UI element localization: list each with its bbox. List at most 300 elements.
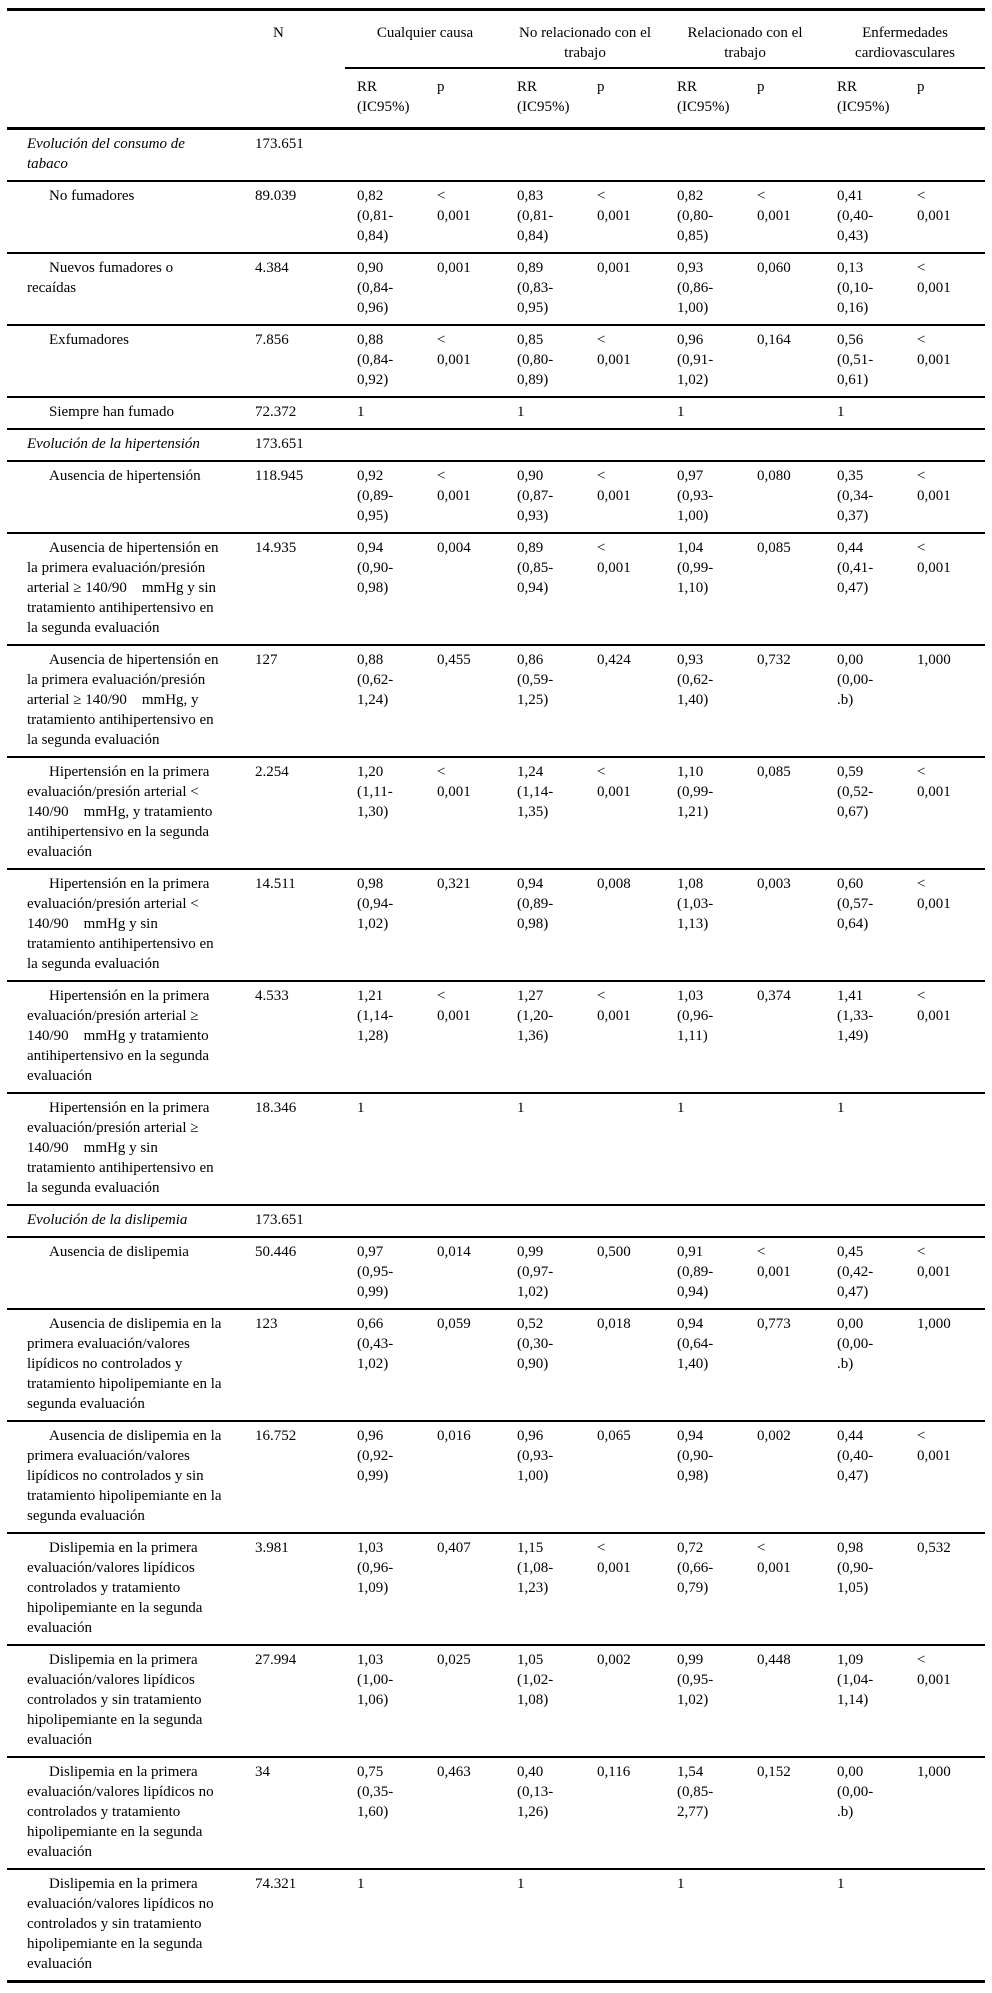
- p-cell: [905, 429, 985, 461]
- rr-value: 0,92 (0,89-​0,95): [357, 468, 394, 524]
- p-value: 0,152: [757, 1764, 791, 1780]
- p-value: < 0,001: [597, 540, 631, 576]
- p-value: 0,002: [597, 1652, 631, 1668]
- rr-value: 0,00 (0,00-​.b): [837, 652, 874, 708]
- p-cell: [905, 1205, 985, 1237]
- rr-cell: [825, 1869, 905, 1982]
- p-column-header: p: [425, 68, 505, 129]
- rr-cell: [505, 181, 585, 253]
- rr-cell: [505, 129, 585, 182]
- rr-value: 0,99 (0,95-​1,02): [677, 1652, 714, 1708]
- rr-value: 1,09 (1,04-​1,14): [837, 1652, 874, 1708]
- p-cell: [745, 1533, 825, 1645]
- p-cell: [585, 397, 665, 429]
- rr-cell: [665, 1869, 745, 1982]
- rr-value: 1: [837, 404, 845, 420]
- table-row: [7, 981, 985, 1093]
- p-value: 0,001: [437, 260, 471, 276]
- rr-cell: [505, 1645, 585, 1757]
- row-n-value: 2.254: [243, 757, 345, 869]
- p-cell: [585, 1237, 665, 1309]
- rr-cell: [665, 533, 745, 645]
- rr-cell: [825, 1421, 905, 1533]
- row-label: Hipertensión en la primera evaluación/presión arterial < 140/90 mmHg y sin tratamiento antihipertensivo en la segunda evaluación: [7, 869, 243, 981]
- p-value: 0,164: [757, 332, 791, 348]
- p-cell: [745, 253, 825, 325]
- rr-column-header: [345, 68, 425, 129]
- label-column-header: [7, 10, 243, 69]
- row-n-value: 173.651: [243, 1205, 345, 1237]
- row-label: Evolución del consumo de tabaco: [7, 129, 243, 182]
- rr-cell: [825, 1093, 905, 1205]
- p-cell: [745, 1869, 825, 1982]
- p-cell: [425, 533, 505, 645]
- rr-cell: [665, 397, 745, 429]
- rr-value: 0,94 (0,90-​0,98): [357, 540, 394, 596]
- p-cell: [745, 1645, 825, 1757]
- p-value: 1,000: [917, 1764, 951, 1780]
- p-value: < 0,001: [597, 332, 631, 368]
- rr-value: 1,10 (0,99-​1,21): [677, 764, 714, 820]
- table-row: [7, 645, 985, 757]
- p-cell: [745, 757, 825, 869]
- p-value: 0,016: [437, 1428, 471, 1444]
- p-cell: [905, 129, 985, 182]
- rr-value: 0,45 (0,42-​0,47): [837, 1244, 874, 1300]
- rr-value: 0,91 (0,89-​0,94): [677, 1244, 714, 1300]
- row-label: Dislipemia en la primera evaluación/valores lipídicos no controlados y tratamiento hipolipemiante en la segunda evaluación: [7, 1757, 243, 1869]
- p-value: < 0,001: [757, 188, 791, 224]
- rr-cell: [665, 129, 745, 182]
- rr-value: 1,24 (1,14-​1,35): [517, 764, 554, 820]
- rr-value: 1: [677, 404, 685, 420]
- p-cell: [585, 129, 665, 182]
- rr-cell: [505, 1869, 585, 1982]
- p-cell: [585, 645, 665, 757]
- p-cell: [905, 757, 985, 869]
- p-value: < 0,001: [917, 332, 951, 368]
- p-value: < 0,001: [437, 332, 471, 368]
- rr-header-text: RR (IC95%): [837, 79, 890, 115]
- p-cell: [585, 757, 665, 869]
- rr-header-text: RR (IC95%): [677, 79, 730, 115]
- p-cell: [745, 869, 825, 981]
- p-cell: [905, 1237, 985, 1309]
- rr-value: 0,89 (0,83-​0,95): [517, 260, 554, 316]
- row-label: Ausencia de dislipemia en la primera evaluación/valores lipídicos no controlados y sin tratamiento hipolipemiante en la segunda evaluación: [7, 1421, 243, 1533]
- rr-value: 1,08 (1,03-​1,13): [677, 876, 714, 932]
- group-header-non-work-related: No relacionado con el trabajo: [505, 10, 665, 69]
- p-value: 0,463: [437, 1764, 471, 1780]
- table-row: [7, 1309, 985, 1421]
- rr-cell: [825, 757, 905, 869]
- rr-value: 0,89 (0,85-​0,94): [517, 540, 554, 596]
- rr-value: 0,41 (0,40-​0,43): [837, 188, 874, 244]
- rr-column-header: [665, 68, 745, 129]
- p-cell: [425, 1205, 505, 1237]
- rr-header-text: RR (IC95%): [357, 79, 410, 115]
- rr-value: 0,96 (0,91-​1,02): [677, 332, 714, 388]
- rr-cell: [345, 1421, 425, 1533]
- rr-value: 1,04 (0,99-​1,10): [677, 540, 714, 596]
- rr-cell: [665, 1757, 745, 1869]
- row-n-value: 7.856: [243, 325, 345, 397]
- row-n-value: 34: [243, 1757, 345, 1869]
- rr-cell: [505, 429, 585, 461]
- rr-cell: [505, 1309, 585, 1421]
- rr-cell: [825, 1309, 905, 1421]
- table-row: [7, 461, 985, 533]
- p-value: < 0,001: [597, 468, 631, 504]
- p-cell: [585, 981, 665, 1093]
- row-label: Dislipemia en la primera evaluación/valores lipídicos controlados y tratamiento hipolipemiante en la segunda evaluación: [7, 1533, 243, 1645]
- rr-cell: [665, 1205, 745, 1237]
- rr-cell: [505, 253, 585, 325]
- rr-cell: [825, 461, 905, 533]
- table-row: [7, 869, 985, 981]
- p-cell: [905, 1421, 985, 1533]
- row-n-value: 173.651: [243, 429, 345, 461]
- p-value: < 0,001: [437, 764, 471, 800]
- table-row: [7, 533, 985, 645]
- p-cell: [905, 1869, 985, 1982]
- p-cell: [585, 869, 665, 981]
- row-label: Ausencia de hipertensión: [7, 461, 243, 533]
- p-value: 0,448: [757, 1652, 791, 1668]
- section-row: [7, 129, 985, 182]
- table-row: [7, 1421, 985, 1533]
- rr-cell: [345, 757, 425, 869]
- results-table: [7, 8, 985, 1983]
- rr-cell: [345, 1309, 425, 1421]
- p-cell: [905, 397, 985, 429]
- p-cell: [425, 397, 505, 429]
- group-header-row: [7, 10, 985, 69]
- rr-cell: [505, 1205, 585, 1237]
- row-n-value: 16.752: [243, 1421, 345, 1533]
- rr-value: 0,96 (0,92-​0,99): [357, 1428, 394, 1484]
- group-header-work-related: Relacionado con el trabajo: [665, 10, 825, 69]
- rr-cell: [505, 757, 585, 869]
- p-value: 1,000: [917, 652, 951, 668]
- table-row: [7, 325, 985, 397]
- p-value: 0,065: [597, 1428, 631, 1444]
- p-value: 1,000: [917, 1316, 951, 1332]
- row-n-value: 127: [243, 645, 345, 757]
- p-cell: [425, 981, 505, 1093]
- p-value: 0,008: [597, 876, 631, 892]
- rr-cell: [665, 645, 745, 757]
- rr-cell: [665, 1093, 745, 1205]
- row-label: No fumadores: [7, 181, 243, 253]
- table-row: [7, 1093, 985, 1205]
- rr-cell: [505, 1421, 585, 1533]
- row-n-value: 14.511: [243, 869, 345, 981]
- table-row: [7, 253, 985, 325]
- rr-value: 1: [517, 1876, 525, 1892]
- p-cell: [585, 253, 665, 325]
- p-value: < 0,001: [917, 876, 951, 912]
- p-value: 0,085: [757, 540, 791, 556]
- rr-cell: [665, 1645, 745, 1757]
- subheader-empty-label: [7, 68, 243, 129]
- rr-cell: [825, 1757, 905, 1869]
- p-value: 0,455: [437, 652, 471, 668]
- p-value: 0,773: [757, 1316, 791, 1332]
- p-value: < 0,001: [917, 188, 951, 224]
- p-cell: [425, 1093, 505, 1205]
- p-cell: [425, 1309, 505, 1421]
- p-value: 0,014: [437, 1244, 471, 1260]
- p-value: < 0,001: [917, 988, 951, 1024]
- rr-value: 1,54 (0,85-​2,77): [677, 1764, 714, 1820]
- rr-value: 0,90 (0,84-​0,96): [357, 260, 394, 316]
- p-cell: [905, 1093, 985, 1205]
- p-cell: [425, 1421, 505, 1533]
- p-value: < 0,001: [437, 988, 471, 1024]
- p-cell: [905, 461, 985, 533]
- rr-value: 1: [837, 1100, 845, 1116]
- p-value: 0,424: [597, 652, 631, 668]
- p-cell: [585, 1093, 665, 1205]
- rr-value: 1: [677, 1876, 685, 1892]
- p-value: 0,080: [757, 468, 791, 484]
- p-cell: [905, 1757, 985, 1869]
- p-value: 0,116: [597, 1764, 631, 1780]
- rr-cell: [825, 253, 905, 325]
- rr-cell: [665, 253, 745, 325]
- p-cell: [745, 325, 825, 397]
- rr-cell: [505, 397, 585, 429]
- rr-cell: [825, 869, 905, 981]
- p-cell: [905, 645, 985, 757]
- rr-value: 0,86 (0,59-​1,25): [517, 652, 554, 708]
- rr-cell: [345, 1533, 425, 1645]
- rr-value: 0,40 (0,13-​1,26): [517, 1764, 554, 1820]
- p-cell: [905, 1533, 985, 1645]
- table-row: [7, 757, 985, 869]
- rr-cell: [345, 129, 425, 182]
- row-n-value: 173.651: [243, 129, 345, 182]
- row-label: Hipertensión en la primera evaluación/presión arterial < 140/90 mmHg, y tratamiento antihipertensivo en la segunda evaluación: [7, 757, 243, 869]
- row-label: Evolución de la hipertensión: [7, 429, 243, 461]
- subheader-empty-n: [243, 68, 345, 129]
- p-cell: [745, 533, 825, 645]
- p-value: < 0,001: [757, 1540, 791, 1576]
- p-value: 0,003: [757, 876, 791, 892]
- rr-cell: [345, 325, 425, 397]
- rr-cell: [825, 981, 905, 1093]
- p-cell: [745, 181, 825, 253]
- table-row: [7, 1237, 985, 1309]
- p-cell: [425, 1645, 505, 1757]
- p-cell: [745, 397, 825, 429]
- rr-value: 1,21 (1,14-​1,28): [357, 988, 394, 1044]
- p-cell: [585, 1421, 665, 1533]
- p-cell: [745, 1757, 825, 1869]
- row-n-value: 118.945: [243, 461, 345, 533]
- table-row: [7, 1533, 985, 1645]
- row-label: Ausencia de hipertensión en la primera evaluación/presión arterial ≥ 140/90 mmHg, y tratamiento antihipertensivo en la segunda evaluación: [7, 645, 243, 757]
- rr-cell: [345, 645, 425, 757]
- rr-cell: [665, 461, 745, 533]
- rr-cell: [665, 181, 745, 253]
- p-value: 0,060: [757, 260, 791, 276]
- p-cell: [425, 1757, 505, 1869]
- p-cell: [905, 253, 985, 325]
- rr-cell: [345, 533, 425, 645]
- rr-value: 1: [517, 404, 525, 420]
- p-cell: [745, 1237, 825, 1309]
- row-label: Hipertensión en la primera evaluación/presión arterial ≥ 140/90 mmHg y tratamiento antihipertensivo en la segunda evaluación: [7, 981, 243, 1093]
- p-cell: [425, 1869, 505, 1982]
- p-cell: [425, 757, 505, 869]
- rr-cell: [505, 1533, 585, 1645]
- row-n-value: 14.935: [243, 533, 345, 645]
- rr-value: 0,35 (0,34-​0,37): [837, 468, 874, 524]
- table-row: [7, 1645, 985, 1757]
- rr-cell: [505, 869, 585, 981]
- rr-cell: [505, 645, 585, 757]
- rr-header-text: RR (IC95%): [517, 79, 570, 115]
- p-cell: [585, 325, 665, 397]
- section-row: [7, 429, 985, 461]
- rr-value: 1,41 (1,33-​1,49): [837, 988, 874, 1044]
- section-row: [7, 1205, 985, 1237]
- p-cell: [745, 461, 825, 533]
- rr-value: 0,52 (0,30-​0,90): [517, 1316, 554, 1372]
- rr-value: 0,00 (0,00-​.b): [837, 1316, 874, 1372]
- p-cell: [745, 645, 825, 757]
- rr-cell: [345, 1645, 425, 1757]
- p-cell: [585, 429, 665, 461]
- rr-cell: [665, 1533, 745, 1645]
- p-cell: [425, 429, 505, 461]
- row-label: Ausencia de hipertensión en la primera evaluación/presión arterial ≥ 140/90 mmHg y sin tratamiento antihipertensivo en la segunda evaluación: [7, 533, 243, 645]
- row-n-value: 27.994: [243, 1645, 345, 1757]
- rr-cell: [665, 981, 745, 1093]
- rr-cell: [505, 461, 585, 533]
- rr-value: 0,13 (0,10-​0,16): [837, 260, 874, 316]
- rr-value: 0,85 (0,80-​0,89): [517, 332, 554, 388]
- rr-value: 1,05 (1,02-​1,08): [517, 1652, 554, 1708]
- rr-cell: [505, 1093, 585, 1205]
- rr-cell: [825, 325, 905, 397]
- rr-value: 0,93 (0,62-​1,40): [677, 652, 714, 708]
- p-column-header: p: [585, 68, 665, 129]
- p-value: < 0,001: [597, 988, 631, 1024]
- group-header-cardiovascular: Enfermedades cardiovasculares: [825, 10, 985, 69]
- p-cell: [425, 325, 505, 397]
- rr-cell: [825, 533, 905, 645]
- row-label: Exfumadores: [7, 325, 243, 397]
- rr-value: 0,72 (0,66-​0,79): [677, 1540, 714, 1596]
- p-cell: [585, 1533, 665, 1645]
- rr-value: 0,66 (0,43-​1,02): [357, 1316, 394, 1372]
- p-cell: [585, 1309, 665, 1421]
- rr-cell: [345, 1869, 425, 1982]
- rr-value: 0,93 (0,86-​1,00): [677, 260, 714, 316]
- rr-value: 0,75 (0,35-​1,60): [357, 1764, 394, 1820]
- p-value: < 0,001: [917, 1652, 951, 1688]
- n-column-header: N: [243, 10, 345, 69]
- row-label: Ausencia de dislipemia en la primera evaluación/valores lipídicos no controlados y tratamiento hipolipemiante en la segunda evaluación: [7, 1309, 243, 1421]
- p-cell: [905, 533, 985, 645]
- p-cell: [905, 869, 985, 981]
- rr-value: 1,03 (1,00-​1,06): [357, 1652, 394, 1708]
- rr-value: 0,98 (0,94-​1,02): [357, 876, 394, 932]
- p-cell: [425, 869, 505, 981]
- rr-cell: [665, 325, 745, 397]
- p-value: < 0,001: [917, 540, 951, 576]
- rr-cell: [825, 1645, 905, 1757]
- p-value: 0,004: [437, 540, 471, 556]
- rr-cell: [825, 645, 905, 757]
- row-n-value: 89.039: [243, 181, 345, 253]
- p-cell: [905, 1645, 985, 1757]
- rr-cell: [505, 1237, 585, 1309]
- table-row: [7, 1869, 985, 1982]
- rr-cell: [505, 1757, 585, 1869]
- p-column-header: p: [745, 68, 825, 129]
- rr-value: 0,88 (0,84-​0,92): [357, 332, 394, 388]
- p-cell: [425, 461, 505, 533]
- rr-value: 1: [837, 1876, 845, 1892]
- rr-value: 0,99 (0,97-​1,02): [517, 1244, 554, 1300]
- row-n-value: 72.372: [243, 397, 345, 429]
- table-row: [7, 181, 985, 253]
- p-value: < 0,001: [597, 764, 631, 800]
- rr-value: 0,97 (0,95-​0,99): [357, 1244, 394, 1300]
- row-label: Dislipemia en la primera evaluación/valores lipídicos no controlados y sin tratamiento hipolipemiante en la segunda evaluación: [7, 1869, 243, 1982]
- row-n-value: 4.533: [243, 981, 345, 1093]
- p-cell: [745, 1309, 825, 1421]
- rr-value: 1: [517, 1100, 525, 1116]
- p-value: 0,407: [437, 1540, 471, 1556]
- rr-value: 0,94 (0,90-​0,98): [677, 1428, 714, 1484]
- group-header-any-cause: Cualquier causa: [345, 10, 505, 69]
- rr-cell: [665, 1309, 745, 1421]
- p-cell: [425, 181, 505, 253]
- p-value: < 0,001: [757, 1244, 791, 1280]
- rr-value: 0,83 (0,81-​0,84): [517, 188, 554, 244]
- p-cell: [905, 325, 985, 397]
- p-cell: [585, 1869, 665, 1982]
- table-header: [7, 10, 985, 129]
- row-n-value: 74.321: [243, 1869, 345, 1982]
- rr-value: 1,03 (0,96-​1,09): [357, 1540, 394, 1596]
- p-value: < 0,001: [917, 764, 951, 800]
- row-label: Siempre han fumado: [7, 397, 243, 429]
- rr-value: 1,03 (0,96-​1,11): [677, 988, 714, 1044]
- row-n-value: 18.346: [243, 1093, 345, 1205]
- rr-value: 0,90 (0,87-​0,93): [517, 468, 554, 524]
- p-cell: [745, 981, 825, 1093]
- rr-value: 0,96 (0,93-​1,00): [517, 1428, 554, 1484]
- row-n-value: 50.446: [243, 1237, 345, 1309]
- p-value: < 0,001: [917, 1244, 951, 1280]
- p-cell: [745, 129, 825, 182]
- p-cell: [425, 1533, 505, 1645]
- p-cell: [585, 1205, 665, 1237]
- rr-value: 0,82 (0,81-​0,84): [357, 188, 394, 244]
- row-label: Dislipemia en la primera evaluación/valores lipídicos controlados y sin tratamiento hipolipemiante en la segunda evaluación: [7, 1645, 243, 1757]
- p-cell: [425, 129, 505, 182]
- rr-value: 0,44 (0,40-​0,47): [837, 1428, 874, 1484]
- p-cell: [585, 533, 665, 645]
- p-value: < 0,001: [917, 1428, 951, 1464]
- rr-cell: [345, 1237, 425, 1309]
